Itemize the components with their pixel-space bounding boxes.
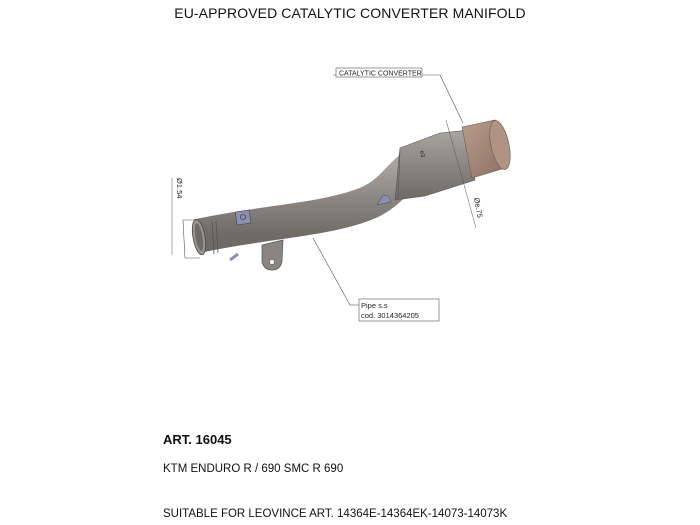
outlet-diameter-dimension: Øe.75 [472, 196, 485, 219]
suitable-for: SUITABLE FOR LEOVINCE ART. 14364E-14364EK-14073-14073K [163, 508, 508, 520]
mounting-tab [262, 240, 283, 270]
pipe-code-label: cod. 3014364205 [361, 311, 419, 320]
inlet-diameter-dimension: Ø1.54 [175, 178, 184, 199]
page-title: EU-APPROVED CATALYTIC CONVERTER MANIFOLD [174, 5, 526, 21]
catalyst-body [395, 130, 475, 200]
compatible-models: KTM ENDURO R / 690 SMC R 690 [163, 463, 344, 475]
sensor-boss [235, 210, 251, 225]
pipe-label: Pipe s.s [361, 301, 388, 310]
e3-stamp: e3 [418, 150, 426, 158]
article-number: ART. 16045 [163, 432, 232, 447]
catalytic-converter-label: CATALYTIC CONVERTER [339, 70, 422, 78]
